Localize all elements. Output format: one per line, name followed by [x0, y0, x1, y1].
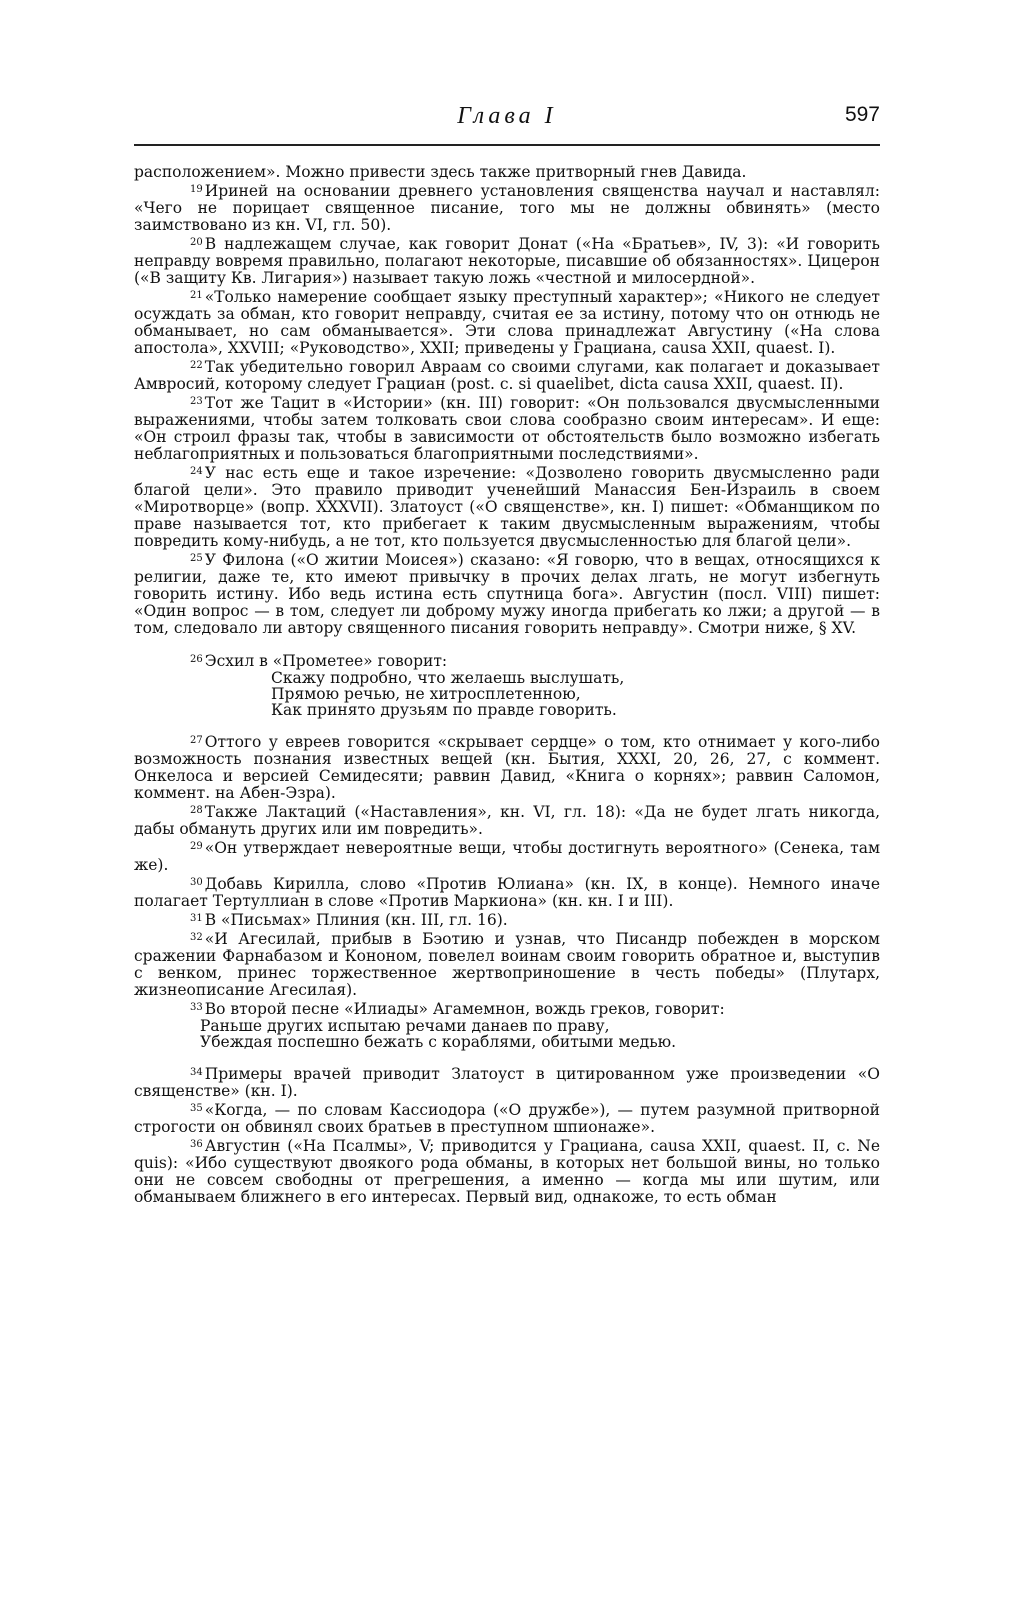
footnote-19 — [134, 181, 880, 234]
page-number: 597 — [844, 103, 880, 126]
footnote-number: 30 — [190, 877, 203, 888]
spacer — [134, 718, 880, 732]
footnote-number: 36 — [190, 1139, 203, 1150]
verse-line: Раньше других испытаю речами данаев по праву, — [200, 1017, 610, 1035]
footnote-text: Августин («На Псалмы», V; приводится у Грациана, causa XXII, quaest. II, c. Ne quis): «Ибо существуют двоякого рода обманы, в которых нет большой вины, но только они не совсем свободны от прегрешения, а именно — когда мы или шутим, или обманываем ближнего в его интересах. Первый вид, однакоже, то есть обман — [134, 1137, 880, 1206]
footnote-20 — [134, 234, 880, 287]
footnote-number: 23 — [190, 396, 203, 407]
footnote-text: Так убедительно говорил Авраам со своими слугами, как полагает и доказывает Амвросий, которому следует Грациан (post. c. si quaelibet, dicta causa XXII, quaest. II). — [134, 358, 880, 393]
footnote-number: 24 — [190, 466, 203, 477]
footnote-text: Также Лактаций («Наставления», кн. VI, гл. 18): «Да не будет лгать никогда, дабы обмануть других или им повредить». — [134, 803, 880, 838]
verse-line: Как принято друзьям по правде говорить. — [271, 701, 617, 719]
footnote-number: 33 — [190, 1002, 203, 1013]
footnote-number: 20 — [190, 237, 203, 248]
footnote-number: 26 — [190, 654, 203, 665]
footnote-33 — [134, 999, 880, 1018]
footnote-number: 19 — [190, 184, 203, 195]
footnote-text: Добавь Кирилла, слово «Против Юлиана» (кн. IX, в конце). Немного иначе полагает Тертуллиан в слове «Против Маркиона» (кн. кн. I и III). — [134, 875, 880, 910]
footnote-number: 31 — [190, 913, 203, 924]
footnote-text: Тот же Тацит в «Истории» (кн. III) говорит: «Он пользовался двусмысленными выражениями, чтобы затем толковать свои слова сообразно своим интересам». И еще: «Он строил фразы так, чтобы в зависимости от обстоятельств было возможно избегать неблагоприятных и пользоваться благоприятными последствиями». — [134, 394, 880, 463]
footnote-text: Во второй песне «Илиады» Агамемнон, вождь греков, говорит: — [204, 1000, 725, 1018]
footnote-text: У Филона («О житии Моисея») сказано: «Я говорю, что в вещах, относящихся к религии, даже те, кто имеют привычку в прочих делах лгать, не могут избегнуть говорить истину. Ибо ведь истина есть спутница бога». Августин (посл. VIII) пишет: «Один вопрос — в том, следует ли доброму мужу иногда прибегать ко лжи; а другой — в том, следовало ли автору священного писания говорить неправду». Смотри ниже, § XV. — [134, 551, 880, 637]
footnote-number: 28 — [190, 805, 203, 816]
footnote-34 — [134, 1064, 880, 1100]
footnote-number: 27 — [190, 735, 203, 746]
page-header — [134, 103, 880, 143]
continued-paragraph: расположением». Можно привести здесь также притворный гнев Давида. — [134, 163, 747, 181]
footnote-21 — [134, 287, 880, 357]
footnote-32 — [134, 929, 880, 999]
footnote-number: 34 — [190, 1067, 203, 1078]
footnote-23 — [134, 393, 880, 463]
footnote-text: «Когда, — по словам Кассиодора («О дружбе»), — путем разумной притворной строгости он обвинял своих братьев в преступном шпионаже». — [134, 1101, 880, 1136]
footnotes-body — [134, 164, 880, 1206]
spacer — [134, 1050, 880, 1064]
footnote-number: 29 — [190, 841, 203, 852]
verse-quote-iliad — [200, 1018, 880, 1050]
footnote-26 — [134, 651, 880, 670]
chapter-title: Глава I — [457, 103, 557, 129]
footnote-36 — [134, 1136, 880, 1206]
footnote-31 — [134, 910, 880, 929]
footnote-number: 35 — [190, 1103, 203, 1114]
footnote-number: 21 — [190, 290, 203, 301]
header-rule — [134, 144, 880, 146]
footnote-29 — [134, 838, 880, 874]
spacer — [134, 637, 880, 651]
footnote-text: «Он утверждает невероятные вещи, чтобы достигнуть вероятного» (Сенека, там же). — [134, 839, 880, 874]
footnote-number: 22 — [190, 360, 203, 371]
footnote-24 — [134, 463, 880, 550]
footnote-text: Эсхил в «Прометее» говорит: — [204, 652, 448, 670]
footnote-text: В «Письмах» Плиния (кн. III, гл. 16). — [204, 911, 508, 929]
verse-line: Убеждая поспешно бежать с кораблями, обитыми медью. — [200, 1033, 677, 1051]
footnote-text: В надлежащем случае, как говорит Донат («На «Братьев», IV, 3): «И говорить неправду вовремя правильно, полагают некоторые, писавшие об обязанностях». Цицерон («В защиту Кв. Лигария») называет такую ложь «честной и милосердной». — [134, 235, 880, 287]
footnote-text: У нас есть еще и такое изречение: «Дозволено говорить двусмысленно ради благой цели». Это правило приводит ученейший Манассия Бен-Израиль в своем «Миротворце» (вопр. XXXVII). Златоуст («О священстве», кн. I) пишет: «Обманщиком по праве называется тот, кто прибегает к таким двусмысленным выражениям, чтобы повредить кому-нибудь, а не тот, кто пользуется двусмысленностью для благой цели». — [134, 464, 880, 550]
footnote-25 — [134, 550, 880, 637]
footnote-text: Примеры врачей приводит Златоуст в цитированном уже произведении «О священстве» (кн. I). — [134, 1065, 880, 1100]
footnote-text: «Только намерение сообщает языку преступный характер»; «Никого не следует осуждать за обман, кто говорит неправду, считая ее за истину, потому что он отнюдь не обманывает, но сам обманывается». Эти слова принадлежат Августину («На слова апостола», XXVIII; «Руководство», XXII; приведены у Грациана, causa XXII, quaest. I). — [134, 288, 880, 357]
footnote-35 — [134, 1100, 880, 1136]
verse-line: Скажу подробно, что желаешь выслушать, — [271, 669, 625, 687]
footnote-number: 25 — [190, 553, 203, 564]
footnote-number: 32 — [190, 932, 203, 943]
footnote-30 — [134, 874, 880, 910]
footnote-28 — [134, 802, 880, 838]
footnote-text: «И Агесилай, прибыв в Бэотию и узнав, что Писандр побежден в морском сражении Фарнабазом и Кононом, повелел воинам своим говорить обратное и, выступив с венком, принес торжественное жертвоприношение в честь победы» (Плутарх, жизнеописание Агесилая). — [134, 930, 880, 999]
verse-quote-aeschylus — [271, 670, 880, 718]
footnote-text: Ириней на основании древнего установления священства научал и наставлял: «Чего не порицает священное писание, того мы не должны обвинять» (место заимствовано из кн. VI, гл. 50). — [134, 182, 880, 234]
footnote-22 — [134, 357, 880, 393]
footnote-27 — [134, 732, 880, 802]
verse-line: Прямою речью, не хитросплетенною, — [271, 685, 581, 703]
footnote-text: Оттого у евреев говорится «скрывает сердце» о том, кто отнимает у кого-либо возможность познания известных вещей (кн. Бытия, XXXI, 20, 26, 27, с коммент. Онкелоса и версией Семидесяти; раввин Давид, «Книга о корнях»; раввин Саломон, коммент. на Абен-Эзра). — [134, 733, 880, 802]
